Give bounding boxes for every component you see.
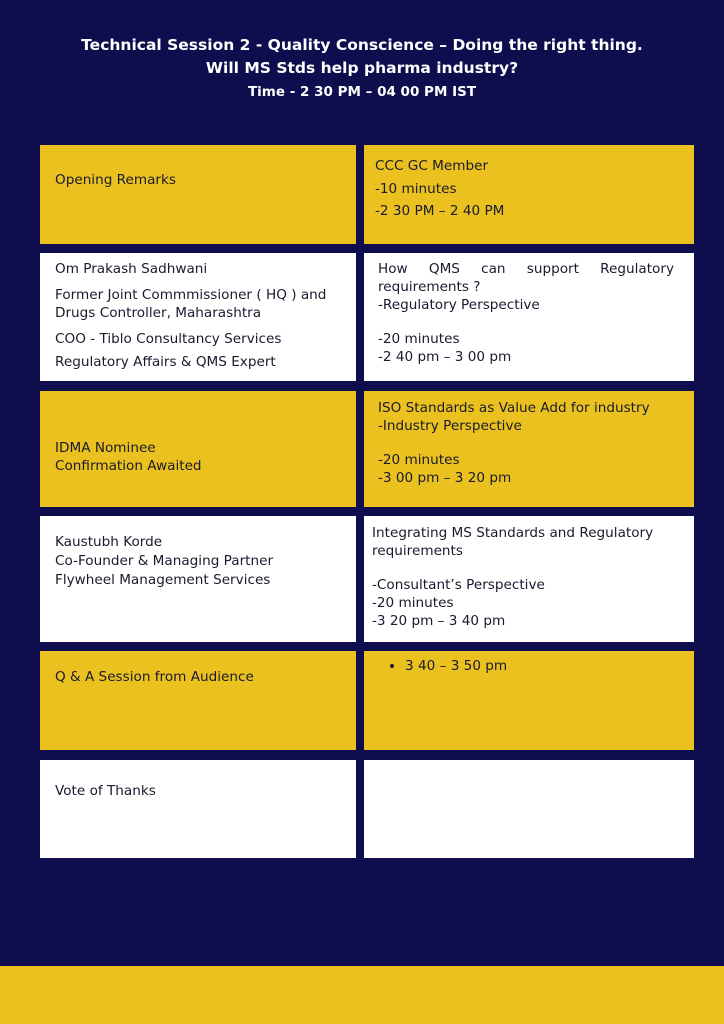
agenda-cell-speaker-sadhwani — [40, 253, 356, 381]
speaker-name: Kaustubh Korde — [55, 534, 163, 550]
agenda-item-label: Q & A Session from Audience — [55, 669, 254, 685]
topic-title: Integrating MS Standards and Regulatory — [372, 525, 654, 541]
agenda-item-label: Opening Remarks — [55, 172, 176, 188]
duration: -20 minutes — [378, 452, 460, 468]
topic-perspective: -Industry Perspective — [378, 418, 522, 434]
session-header — [0, 34, 724, 102]
session-time: Time - 2 30 PM – 04 00 PM IST — [247, 84, 477, 100]
time-slot: -2 30 PM – 2 40 PM — [375, 203, 505, 219]
time-slot: -3 00 pm – 3 20 pm — [378, 470, 512, 486]
agenda-cell-qa — [40, 651, 356, 750]
duration: -10 minutes — [375, 180, 457, 197]
duration: -20 minutes — [372, 595, 454, 611]
agenda-cell-vote-of-thanks — [40, 760, 356, 858]
agenda-cell-vote-of-thanks-details — [364, 760, 694, 858]
speaker-expertise: Regulatory Affairs & QMS Expert — [55, 354, 276, 370]
agenda-cell-opening-remarks-details — [364, 145, 694, 244]
agenda-cell-topic-iso — [364, 391, 694, 507]
speaker-title: Former Joint Commmissioner ( HQ ) and — [55, 287, 327, 303]
speaker-title-cont: Drugs Controller, Maharashtra — [55, 305, 262, 321]
agenda-cell-topic-qms — [364, 253, 694, 381]
time-slot: • 3 40 – 3 50 pm — [405, 657, 694, 675]
session-title-line2: Will MS Stds help pharma industry? — [205, 59, 519, 77]
speaker-company: Flywheel Management Services — [55, 572, 271, 588]
agenda-item-label: Vote of Thanks — [55, 783, 156, 799]
topic-title-cont: requirements — [372, 543, 463, 559]
speaker-name: Om Prakash Sadhwani — [55, 261, 208, 277]
speaker-role: CCC GC Member — [375, 158, 489, 174]
speaker-title: Co-Founder & Managing Partner — [55, 553, 274, 569]
agenda-cell-qa-time — [364, 651, 694, 750]
speaker-company: COO - Tiblo Consultancy Services — [55, 331, 282, 347]
time-slot: -2 40 pm – 3 00 pm — [378, 349, 512, 365]
agenda-cell-opening-remarks — [40, 145, 356, 244]
duration: -20 minutes — [378, 331, 460, 347]
topic-perspective: -Consultant’s Perspective — [372, 577, 545, 593]
topic-title-cont: requirements ? — [378, 279, 481, 295]
time-slot: -3 20 pm – 3 40 pm — [372, 613, 506, 629]
agenda-cell-speaker-korde — [40, 516, 356, 642]
session-title-line1: Technical Session 2 - Quality Conscience – Doing the right thing. — [81, 36, 643, 54]
speaker-name: IDMA Nominee — [55, 440, 156, 456]
time-list — [364, 657, 694, 675]
agenda-cell-topic-integrating — [364, 516, 694, 642]
topic-perspective: -Regulatory Perspective — [378, 297, 540, 313]
speaker-status: Confirmation Awaited — [55, 458, 202, 474]
topic-title: How QMS can support Regulatory — [378, 261, 674, 277]
topic-title: ISO Standards as Value Add for industry — [378, 400, 650, 416]
footer-band — [0, 966, 724, 1024]
agenda-cell-idma — [40, 391, 356, 507]
